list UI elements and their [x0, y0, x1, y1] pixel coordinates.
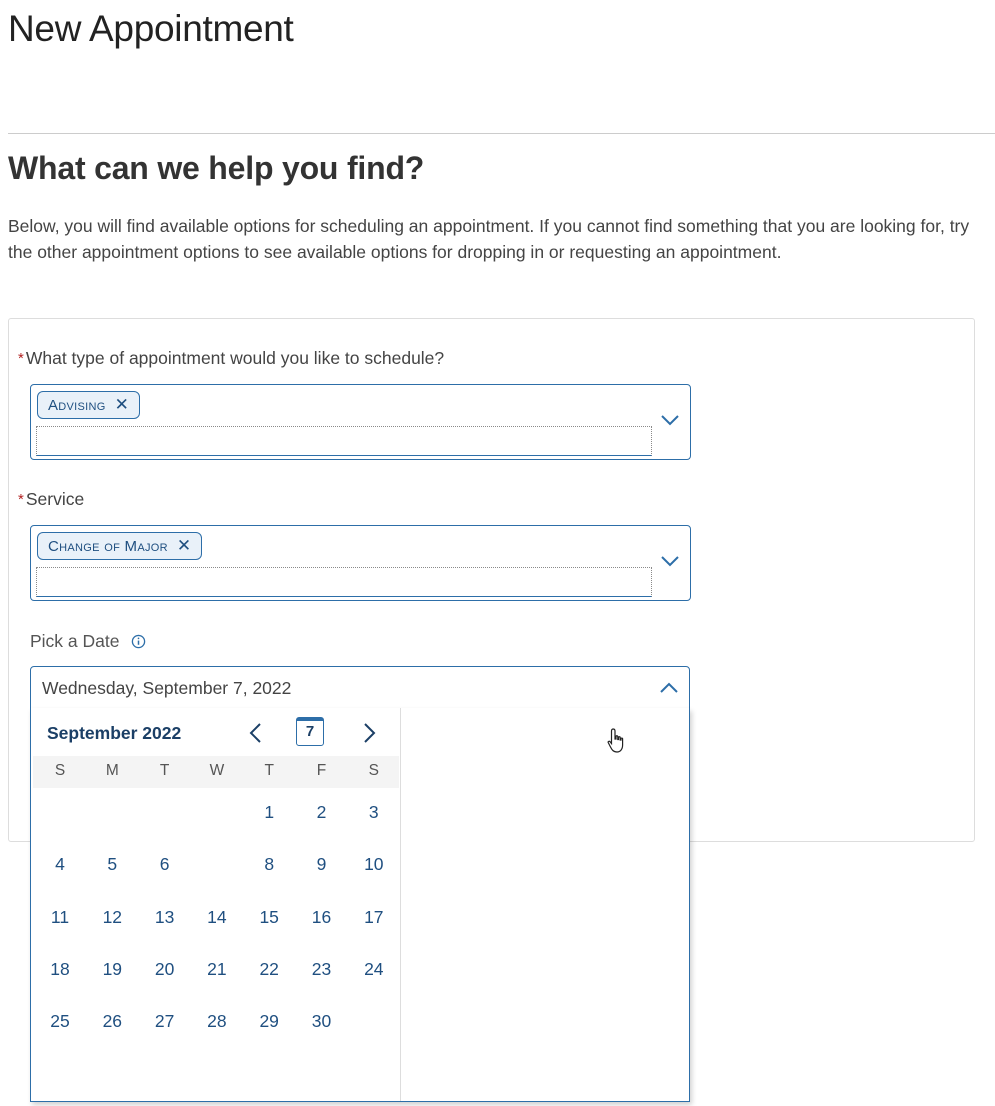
weekday-label: S [54, 762, 66, 779]
calendar-day[interactable]: 18 [50, 958, 70, 979]
appointment-type-select[interactable] [30, 384, 691, 460]
calendar-day[interactable]: 15 [259, 906, 279, 927]
weekday-label: M [105, 762, 119, 779]
calendar-day[interactable]: 22 [259, 958, 279, 979]
weekday-label: W [209, 762, 225, 779]
required-marker: * [18, 350, 24, 367]
required-marker: * [18, 491, 24, 508]
chevron-up-icon[interactable] [659, 681, 679, 695]
calendar-day[interactable]: 3 [368, 802, 379, 822]
calendar-day[interactable]: 23 [311, 958, 332, 979]
service-tag[interactable] [37, 532, 202, 560]
pick-date-label: Pick a Date [30, 631, 146, 652]
intro-text: Below, you will find available options for scheduling an appointment. If you cannot find something that you are looking for, try the other appointment options to see available options for dropping in or requesting an appointment. [8, 216, 970, 262]
calendar-day[interactable]: 11 [50, 906, 70, 927]
calendar-month-label: September 2022 [47, 723, 182, 743]
calendar-day[interactable]: 28 [207, 1011, 227, 1032]
date-input[interactable] [30, 666, 690, 709]
weekday-label: F [316, 762, 327, 779]
weekday-label: S [368, 762, 379, 779]
calendar-popup [30, 708, 690, 1102]
appointment-type-search-input[interactable] [36, 426, 652, 456]
weekday-header [33, 756, 399, 788]
info-icon[interactable] [131, 634, 146, 649]
calendar-day[interactable]: 14 [207, 906, 227, 927]
page-title: New Appointment [8, 8, 294, 49]
close-icon[interactable]: ✕ [176, 536, 192, 555]
calendar-day[interactable]: 8 [264, 854, 275, 875]
chevron-down-icon[interactable] [660, 554, 680, 568]
calendar-day[interactable]: 6 [159, 854, 170, 875]
appointment-type-label: * What type of appointment would you like to schedule? [18, 348, 445, 368]
section-heading: What can we help you find? [8, 150, 425, 186]
calendar-day-selected[interactable]: 7 [191, 838, 243, 890]
calendar-day[interactable]: 1 [264, 802, 275, 822]
calendar-day[interactable]: 10 [364, 854, 384, 875]
calendar-day[interactable]: 30 [311, 1011, 332, 1032]
weekday-label: T [264, 762, 274, 779]
calendar-day[interactable]: 5 [107, 854, 118, 875]
service-label: * Service [18, 489, 85, 509]
calendar-pane [31, 708, 401, 1101]
calendar-day[interactable]: 21 [207, 958, 227, 979]
calendar-day[interactable]: 24 [364, 958, 384, 979]
appointment-type-tag-label: Advising [48, 396, 106, 414]
service-search-input[interactable] [36, 567, 652, 597]
date-value: Wednesday, September 7, 2022 [42, 678, 292, 698]
chevron-left-icon[interactable] [245, 721, 267, 745]
service-select[interactable] [30, 525, 691, 601]
calendar-day[interactable]: 27 [154, 1011, 175, 1032]
calendar-day[interactable]: 13 [154, 906, 175, 927]
calendar-day[interactable]: 16 [311, 906, 332, 927]
calendar-day[interactable]: 20 [154, 958, 175, 979]
weekday-label: T [159, 762, 170, 779]
calendar-day[interactable]: 19 [102, 958, 123, 979]
calendar-day[interactable]: 2 [316, 802, 327, 822]
today-button[interactable]: 7 [296, 717, 324, 746]
appointment-type-tag[interactable] [37, 391, 140, 419]
calendar-day[interactable]: 29 [259, 1011, 279, 1032]
calendar-day[interactable]: 9 [316, 854, 327, 875]
service-tag-label: Change of Major [48, 537, 168, 555]
hand-cursor-icon [605, 727, 629, 755]
chevron-down-icon[interactable] [660, 413, 680, 427]
chevron-right-icon[interactable] [358, 721, 380, 745]
calendar-day[interactable]: 26 [102, 1011, 123, 1032]
calendar-day[interactable]: 12 [102, 906, 123, 927]
calendar-day[interactable]: 4 [55, 854, 65, 875]
close-icon[interactable]: ✕ [114, 395, 130, 414]
divider [8, 133, 995, 134]
calendar-day[interactable]: 17 [364, 906, 384, 927]
calendar-day[interactable]: 25 [50, 1011, 70, 1032]
